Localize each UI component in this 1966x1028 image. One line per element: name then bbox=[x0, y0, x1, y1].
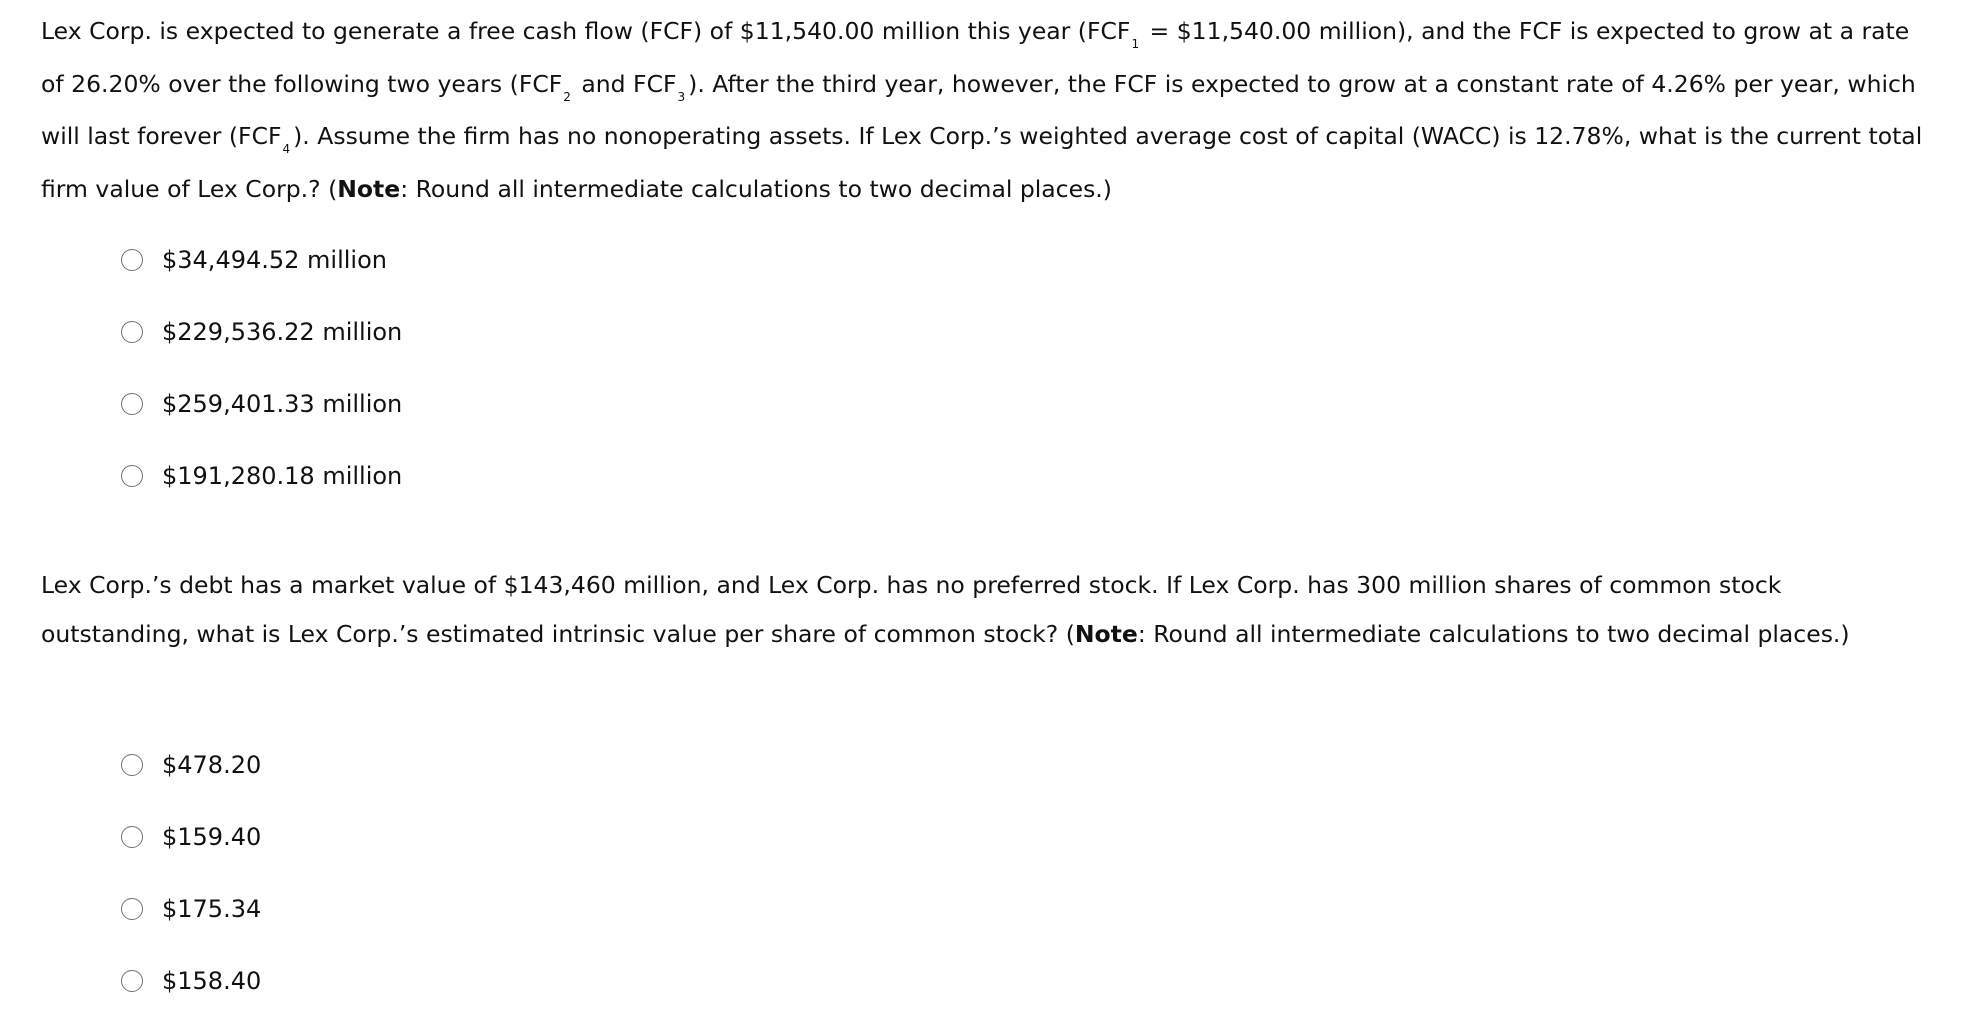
radio-button[interactable] bbox=[121, 898, 143, 920]
question-1-text bbox=[41, 0, 1931, 213]
radio-button[interactable] bbox=[121, 249, 143, 271]
note-label: Note bbox=[1074, 619, 1138, 648]
radio-button[interactable] bbox=[121, 754, 143, 776]
fcf-subscript-3: 3 bbox=[677, 89, 686, 104]
option-label: $478.20 bbox=[162, 751, 262, 779]
answer-option[interactable] bbox=[41, 440, 402, 512]
question-2-options bbox=[41, 729, 261, 1017]
option-label: $159.40 bbox=[162, 823, 262, 851]
question-1-part-4: ). After the third year, however, the FCF is expected to grow at a constant rate of 4.26% per year, which will last forever (FCF bbox=[41, 69, 1916, 150]
question-1-part-3: and FCF bbox=[573, 69, 677, 98]
radio-button[interactable] bbox=[121, 321, 143, 343]
option-label: $158.40 bbox=[162, 967, 262, 995]
question-1-options bbox=[41, 224, 402, 512]
fcf-subscript-4: 4 bbox=[282, 142, 291, 156]
fcf-subscript-2: 2 bbox=[563, 89, 571, 104]
option-label: $191,280.18 million bbox=[162, 462, 403, 490]
note-label: Note bbox=[337, 174, 401, 203]
answer-option[interactable] bbox=[41, 801, 261, 873]
answer-option[interactable] bbox=[41, 296, 402, 368]
radio-button[interactable] bbox=[121, 970, 143, 992]
option-label: $229,536.22 million bbox=[162, 318, 403, 346]
answer-option[interactable] bbox=[41, 945, 261, 1017]
question-2-body: Lex Corp.’s debt has a market value of $143,460 million, and Lex Corp. has no preferred stock. If Lex Corp. has 300 million shares of common stock outstanding, what is Lex Corp.’s estimated intrinsic value per share of common stock? ( bbox=[41, 571, 1782, 648]
note-text: : Round all intermediate calculations to two decimal places.) bbox=[1137, 619, 1850, 648]
option-label: $175.34 bbox=[162, 895, 262, 923]
fcf-subscript-1: 1 bbox=[1131, 37, 1140, 51]
radio-button[interactable] bbox=[121, 826, 143, 848]
radio-button[interactable] bbox=[121, 465, 143, 487]
answer-option[interactable] bbox=[41, 729, 261, 801]
option-label: $259,401.33 million bbox=[162, 390, 403, 418]
radio-button[interactable] bbox=[121, 393, 143, 415]
question-2-text bbox=[41, 554, 1931, 658]
question-1-part-5: ). Assume the firm has no nonoperating assets. If Lex Corp.’s weighted average cost of capital (WACC) is 12.78%, what is the current total firm value of Lex Corp.? ( bbox=[41, 122, 1923, 203]
question-1-intro: Lex Corp. is expected to generate a free cash flow (FCF) of $11,540.00 million this year (FCF bbox=[41, 17, 1131, 45]
answer-option[interactable] bbox=[41, 368, 402, 440]
question-1-part-2: = $11,540.00 million), and the FCF is expected to grow at a rate of 26.20% over the following two years (FCF bbox=[41, 17, 1910, 98]
note-text: : Round all intermediate calculations to two decimal places.) bbox=[400, 174, 1112, 203]
option-label: $34,494.52 million bbox=[162, 246, 387, 274]
answer-option[interactable] bbox=[41, 224, 402, 296]
answer-option[interactable] bbox=[41, 873, 261, 945]
